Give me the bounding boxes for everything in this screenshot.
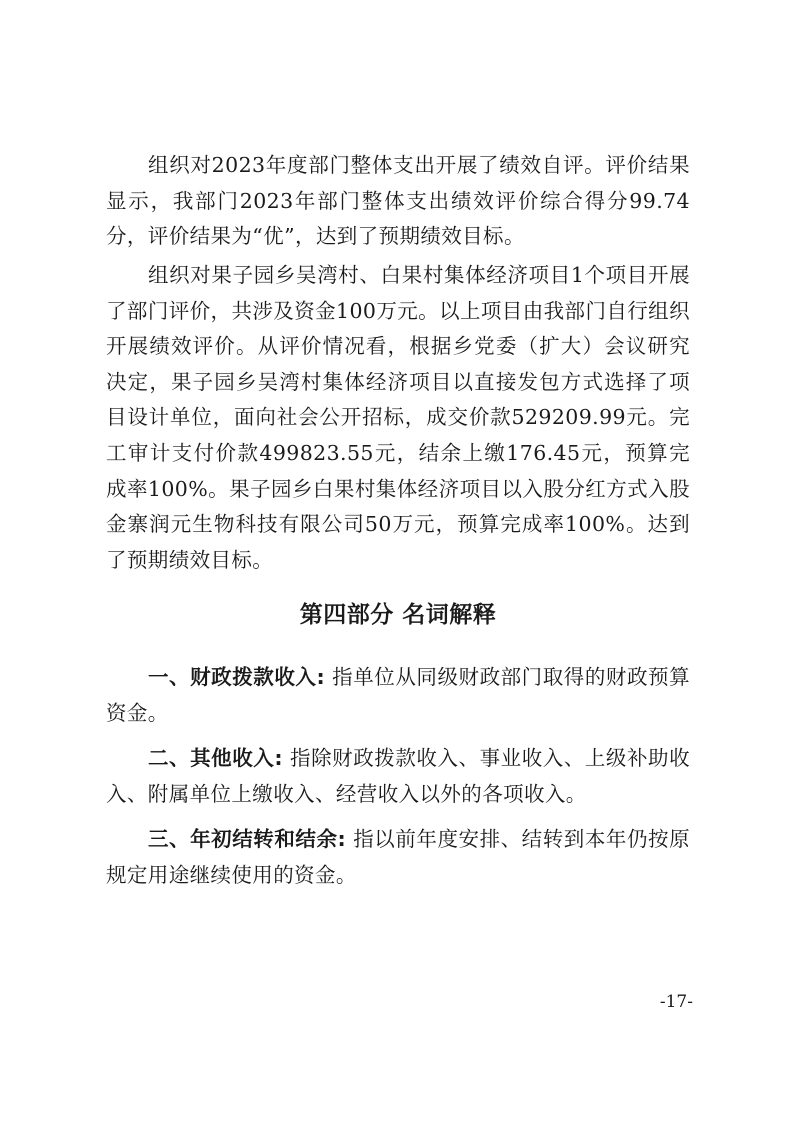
- definition-carryover-balance: [106, 822, 690, 893]
- body-paragraph-project-evaluation: 组织对果子园乡吴湾村、白果村集体经济项目1个项目开展了部门评价，共涉及资金100万元。以上项目由我部门自行组织开展绩效评价。从评价情况看，根据乡党委（扩大）会议研究决定，果子园乡吴湾村集体经济项目以直接发包方式选择了项目设计单位，面向社会公开招标，成交价款529209.99元。完工审计支付价款499823.55元，结余上缴176.45元，预算完成率100%。果子园乡白果村集体经济项目以入股分红方式入股金寨润元生物科技有限公司50万元，预算完成率100%。达到了预期绩效目标。: [106, 263, 690, 572]
- definition-text: 指除财政拨款收入、事业收入、上级补助收入、附属单位上缴收入、经营收入以外的各项收入。: [106, 746, 691, 806]
- definition-fiscal-appropriation: [106, 660, 690, 731]
- definition-term: 三、年初结转和结余:: [148, 827, 347, 851]
- definition-text: 指单位从同级财政部门取得的财政预算资金。: [106, 665, 690, 725]
- definition-text: 指以前年度安排、结转到本年仍按原规定用途继续使用的资金。: [106, 827, 690, 887]
- section-title: 第四部分 名词解释: [299, 601, 497, 628]
- definition-term: 二、其他收入:: [148, 746, 283, 770]
- definition-term: 一、财政拨款收入:: [148, 665, 326, 689]
- body-paragraph-self-evaluation: 组织对2023年度部门整体支出开展了绩效自评。评价结果显示，我部门2023年部门整体支出绩效评价综合得分99.74分，评价结果为“优”，达到了预期绩效目标。: [106, 153, 690, 249]
- page-number: -17-: [659, 992, 693, 1012]
- definition-other-income: [106, 741, 690, 812]
